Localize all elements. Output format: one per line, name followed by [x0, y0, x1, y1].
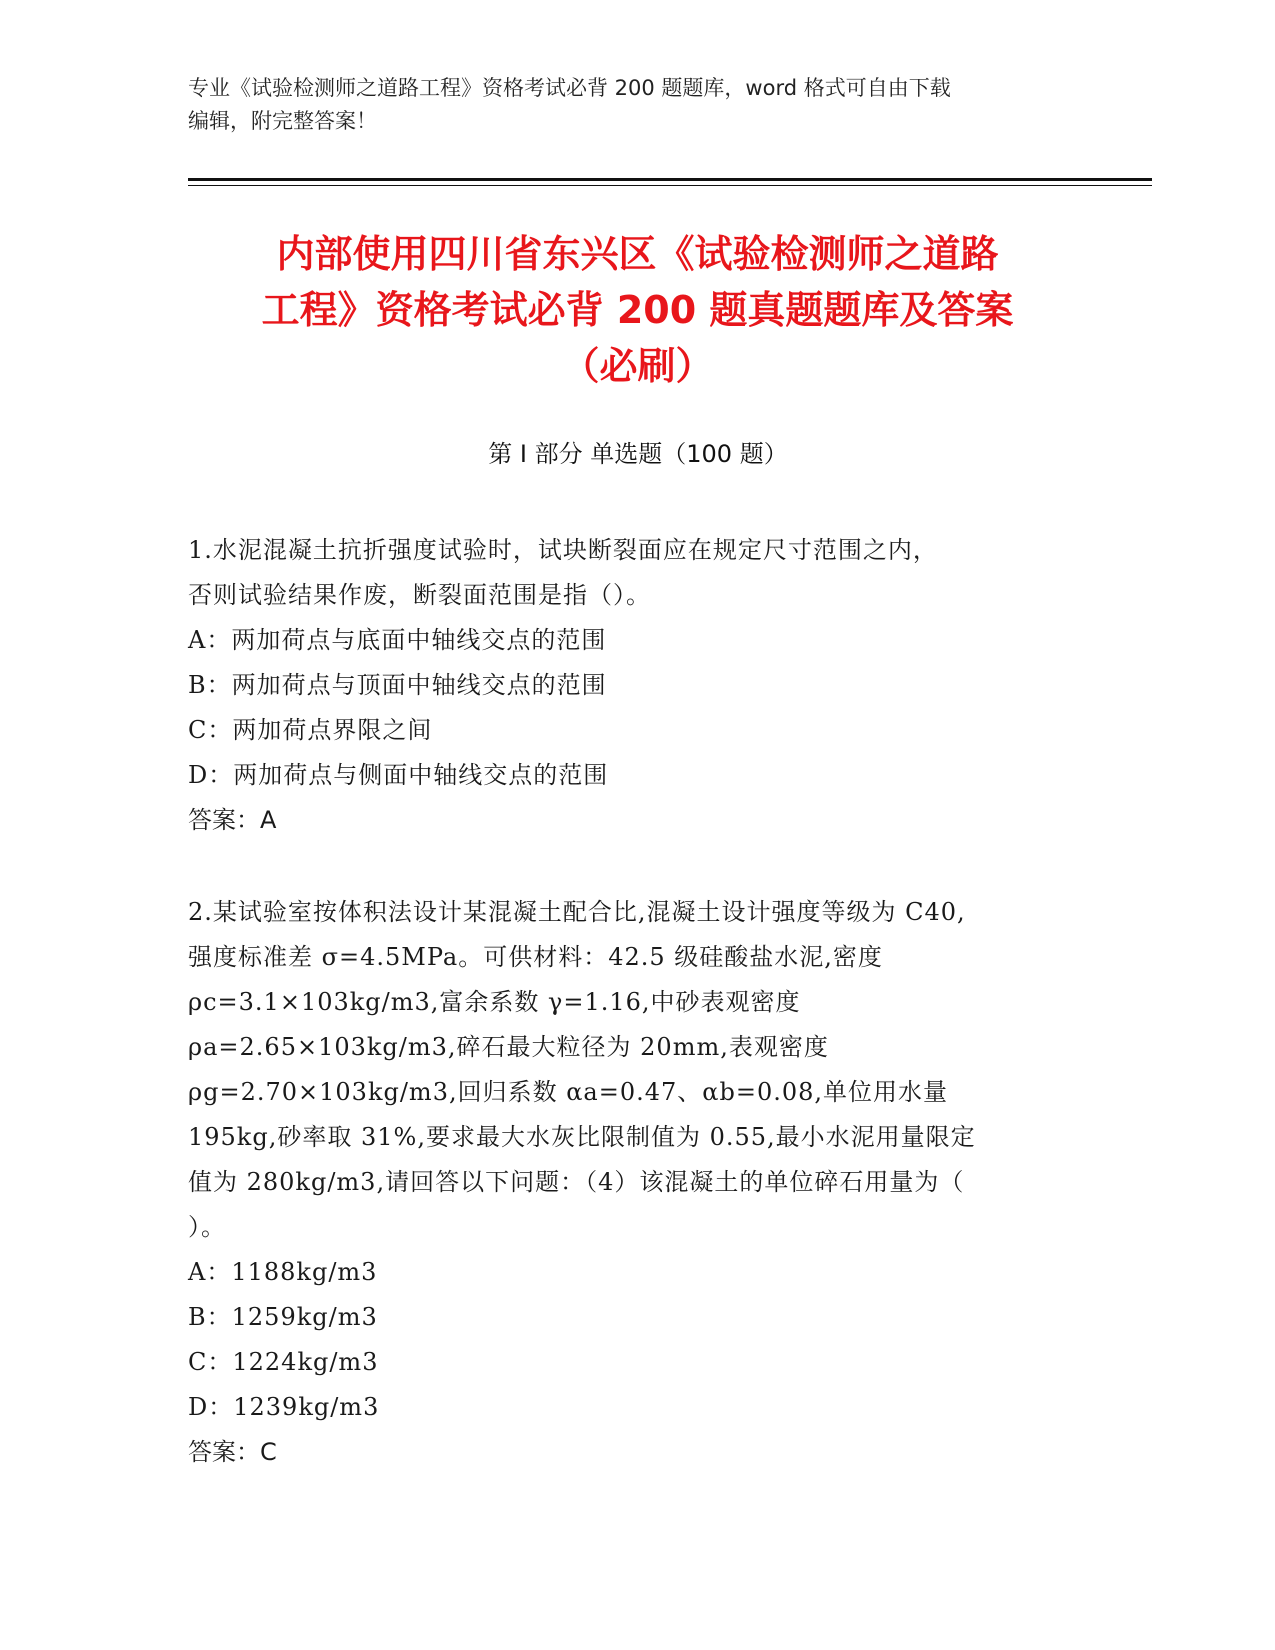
option-b: B：两加荷点与顶面中轴线交点的范围 — [188, 671, 607, 699]
option-a: A：1188kg/m3 — [188, 1258, 378, 1286]
question-2 — [188, 890, 1088, 1475]
document-title — [170, 226, 1105, 394]
option-d: D：1239kg/m3 — [188, 1393, 380, 1421]
option-a: A：两加荷点与底面中轴线交点的范围 — [188, 626, 607, 654]
header-note-line-1: 专业《试验检测师之道路工程》资格考试必背 200 题题库，word 格式可自由下载 — [188, 76, 951, 100]
option-b: B：1259kg/m3 — [188, 1303, 378, 1331]
question-stem-line: 否则试验结果作废，断裂面范围是指（）。 — [188, 581, 651, 609]
document-title-line-3: （必刷） — [561, 344, 714, 388]
question-stem-line: ρg=2.70×103kg/m3,回归系数 αa=0.47、αb=0.08,单位用水量 — [188, 1078, 949, 1106]
header-note — [188, 72, 1068, 138]
answer: 答案：A — [188, 806, 277, 834]
question-1 — [188, 528, 1088, 843]
option-c: C：两加荷点界限之间 — [188, 716, 433, 744]
option-d: D：两加荷点与侧面中轴线交点的范围 — [188, 761, 609, 789]
question-stem-line: ρc=3.1×103kg/m3,富余系数 γ=1.16,中砂表观密度 — [188, 988, 801, 1016]
document-title-line-2: 工程》资格考试必背 200 题真题题库及答案 — [261, 288, 1014, 332]
question-stem-line: 1.水泥混凝土抗折强度试验时，试块断裂面应在规定尺寸范围之内， — [188, 536, 938, 564]
header-note-line-2: 编辑，附完整答案！ — [188, 109, 377, 133]
answer: 答案：C — [188, 1438, 277, 1466]
document-title-line-1: 内部使用四川省东兴区《试验检测师之道路 — [276, 232, 999, 276]
option-c: C：1224kg/m3 — [188, 1348, 379, 1376]
section-title: 第 I 部分 单选题（100 题） — [488, 440, 788, 468]
header-divider-thin — [188, 185, 1152, 186]
question-stem-line: 值为 280kg/m3,请回答以下问题：（4）该混凝土的单位碎石用量为（ — [188, 1168, 965, 1196]
question-stem-line: 195kg,砂率取 31%,要求最大水灰比限制值为 0.55,最小水泥用量限定 — [188, 1123, 976, 1151]
question-stem-line: ）。 — [188, 1213, 226, 1241]
question-stem-line: ρa=2.65×103kg/m3,碎石最大粒径为 20mm,表观密度 — [188, 1033, 829, 1061]
question-stem-line: 2.某试验室按体积法设计某混凝土配合比,混凝土设计强度等级为 C40, — [188, 898, 966, 926]
question-stem-line: 强度标准差 σ=4.5MPa。可供材料：42.5 级硅酸盐水泥,密度 — [188, 943, 883, 971]
header-divider-thick — [188, 178, 1152, 181]
